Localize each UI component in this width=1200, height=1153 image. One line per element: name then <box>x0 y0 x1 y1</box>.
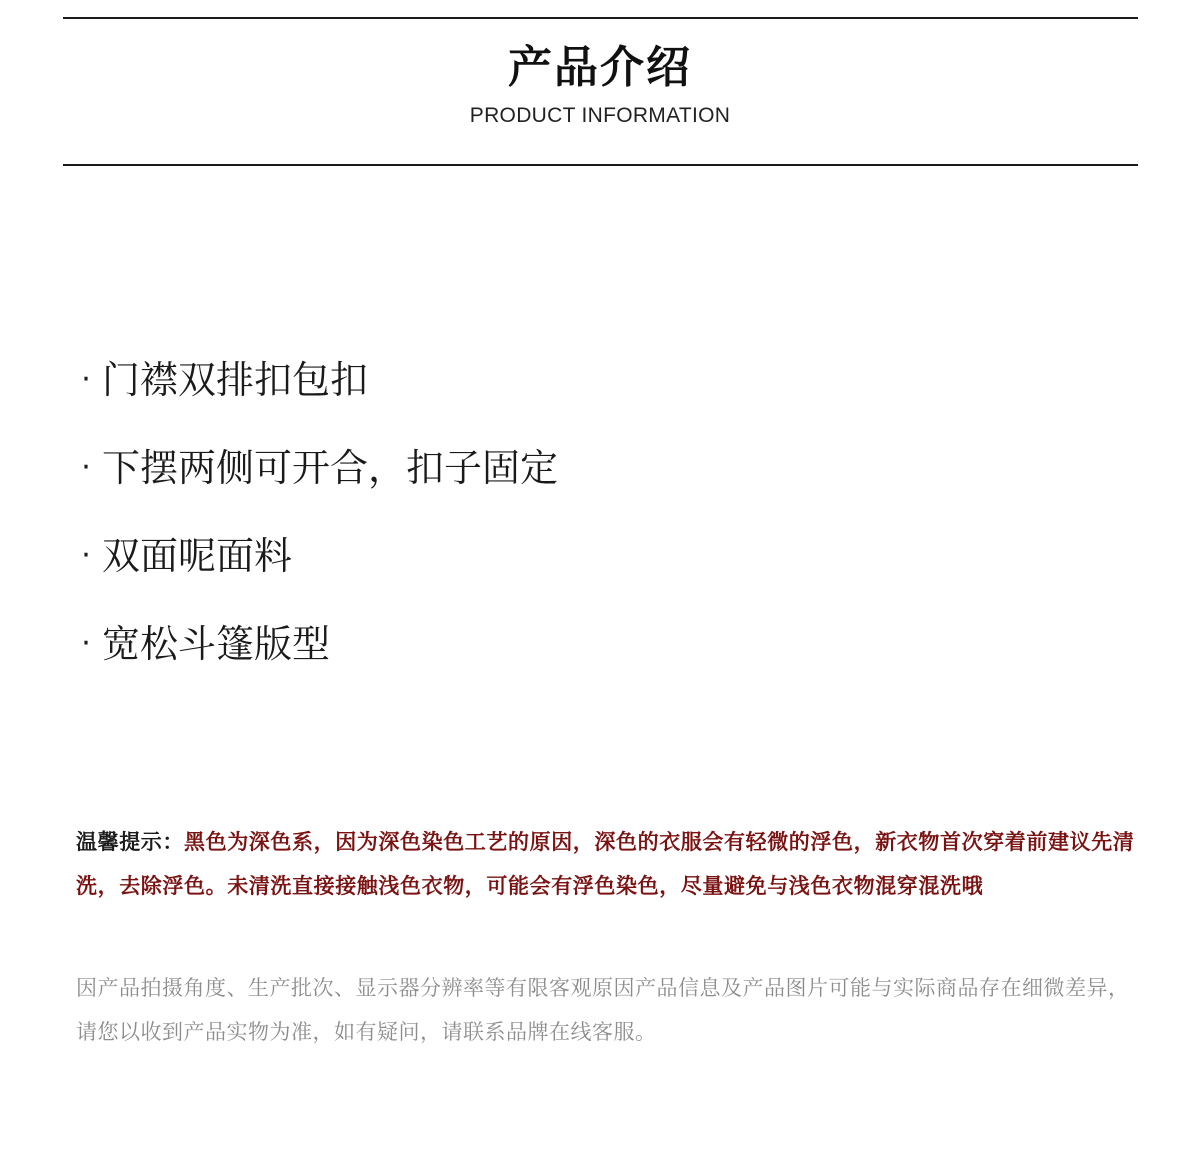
notice-label: 温馨提示： <box>76 830 184 854</box>
page-subtitle: PRODUCT INFORMATION <box>469 104 731 127</box>
feature-item <box>70 600 558 688</box>
feature-item <box>70 424 558 512</box>
bullet-icon: · <box>81 450 91 485</box>
disclaimer-text: 因产品拍摄角度、生产批次、显示器分辨率等有限客观原因产品信息及产品图片可能与实际商品存在细微差异，请您以收到产品实物为准，如有疑问，请联系品牌在线客服。 <box>76 976 1130 1044</box>
page-title: 产品介绍 <box>508 42 692 93</box>
feature-text: 宽松斗篷版型 <box>102 622 331 666</box>
feature-item <box>70 336 558 424</box>
feature-item <box>70 512 558 600</box>
bottom-divider <box>63 164 1138 166</box>
bullet-icon: · <box>81 362 91 397</box>
feature-text: 下摆两侧可开合，扣子固定 <box>102 446 559 490</box>
feature-list <box>70 336 558 688</box>
top-divider <box>63 17 1138 19</box>
bullet-icon: · <box>81 538 91 573</box>
notice-body: 黑色为深色系，因为深色染色工艺的原因，深色的衣服会有轻微的浮色，新衣物首次穿着前建议先清洗，去除浮色。未清洗直接接触浅色衣物，可能会有浮色染色，尽量避免与浅色衣物混穿混洗哦 <box>76 830 1135 898</box>
feature-text: 双面呢面料 <box>102 534 293 578</box>
bullet-icon: · <box>81 626 91 661</box>
care-notice <box>76 820 1136 908</box>
feature-text: 门襟双排扣包扣 <box>102 358 369 402</box>
